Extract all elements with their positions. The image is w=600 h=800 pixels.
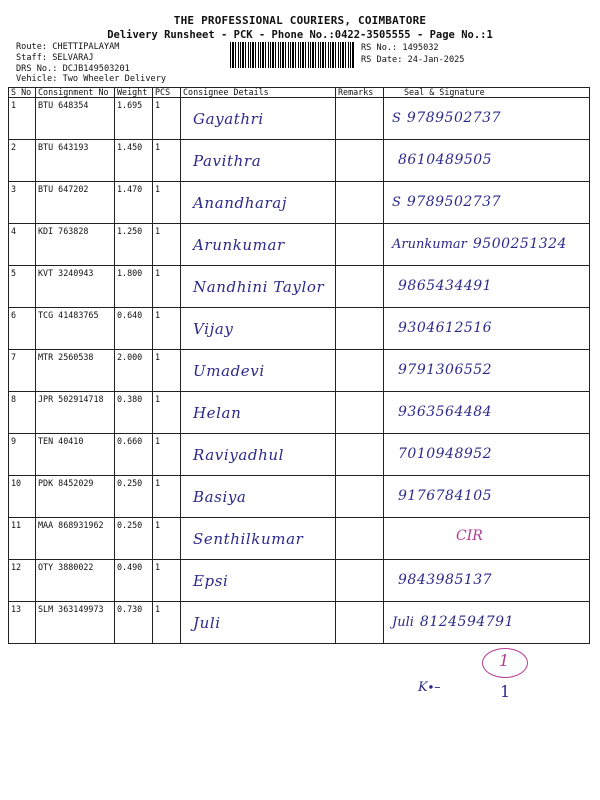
sno-cell: 8 — [9, 392, 36, 434]
pcs-cell: 1 — [153, 182, 181, 224]
consignee-cell — [181, 560, 336, 602]
table-row — [9, 182, 590, 224]
circled-mark: 1 — [499, 651, 510, 670]
remarks-cell — [336, 98, 384, 140]
weight-cell: 1.800 — [115, 266, 153, 308]
signature-cell — [384, 140, 590, 182]
signature-phone: 9500251324 — [472, 236, 567, 252]
consignee-cell — [181, 98, 336, 140]
col-sno: S No — [9, 88, 36, 98]
pcs-cell: 1 — [153, 98, 181, 140]
remarks-cell — [336, 476, 384, 518]
signature-cell — [384, 476, 590, 518]
consignment-cell: KVT 3240943 — [36, 266, 115, 308]
weight-cell: 0.250 — [115, 518, 153, 560]
pcs-cell: 1 — [153, 392, 181, 434]
signature — [392, 446, 492, 462]
consignee-cell — [181, 224, 336, 266]
pcs-cell: 1 — [153, 308, 181, 350]
consignee-name: Nandhini Taylor — [193, 278, 325, 296]
consignment-cell: TEN 40410 — [36, 434, 115, 476]
weight-cell: 1.250 — [115, 224, 153, 266]
table-row — [9, 98, 590, 140]
signature-phone: 8610489505 — [398, 152, 493, 168]
col-consignee: Consignee Details — [181, 88, 336, 98]
weight-cell: 0.380 — [115, 392, 153, 434]
table-row — [9, 140, 590, 182]
table-row — [9, 392, 590, 434]
table-header-row — [9, 88, 590, 98]
consignee-cell — [181, 350, 336, 392]
signature-cell — [384, 308, 590, 350]
col-remarks: Remarks — [336, 88, 384, 98]
signature — [392, 320, 492, 336]
consignment-cell: JPR 502914718 — [36, 392, 115, 434]
runsheet-table — [8, 87, 590, 644]
pcs-cell: 1 — [153, 560, 181, 602]
signature — [392, 152, 492, 168]
signature-cell — [384, 518, 590, 560]
signature-phone: 9304612516 — [398, 320, 493, 336]
signature-name: S — [392, 111, 401, 126]
signature-cell — [384, 182, 590, 224]
table-row — [9, 434, 590, 476]
weight-cell: 0.490 — [115, 560, 153, 602]
signature-cell — [384, 602, 590, 644]
table-row — [9, 476, 590, 518]
signature-cell — [384, 98, 590, 140]
signature-phone: 9791306552 — [398, 362, 493, 378]
pcs-cell: 1 — [153, 518, 181, 560]
signature — [392, 488, 492, 504]
remarks-cell — [336, 224, 384, 266]
consignee-cell — [181, 266, 336, 308]
col-weight: Weight — [115, 88, 153, 98]
remarks-cell — [336, 434, 384, 476]
remarks-cell — [336, 140, 384, 182]
consignee-name: Vijay — [193, 320, 234, 338]
signature-cell — [384, 350, 590, 392]
consignment-cell: BTU 643193 — [36, 140, 115, 182]
signature-name: S — [392, 195, 401, 210]
drs-number: DRS No.: DCJB149503201 — [16, 64, 130, 74]
consignee-cell — [181, 602, 336, 644]
remarks-cell — [336, 350, 384, 392]
consignee-cell — [181, 140, 336, 182]
signature-phone: 9843985137 — [398, 572, 493, 588]
consignment-cell: KDI 763828 — [36, 224, 115, 266]
consignee-name: Anandharaj — [193, 194, 288, 212]
weight-cell: 0.640 — [115, 308, 153, 350]
signature-phone: 9789502737 — [406, 194, 501, 210]
remarks-cell — [336, 602, 384, 644]
table-row — [9, 560, 590, 602]
route-label: Route: CHETTIPALAYAM — [16, 42, 120, 52]
signature-name: Juli — [392, 615, 414, 630]
pcs-cell: 1 — [153, 434, 181, 476]
weight-cell: 2.000 — [115, 350, 153, 392]
consignment-cell: SLM 363149973 — [36, 602, 115, 644]
page-title: THE PROFESSIONAL COURIERS, COIMBATORE — [173, 14, 427, 27]
remarks-cell — [336, 560, 384, 602]
signature-phone: 9865434491 — [398, 278, 493, 294]
remarks-cell — [336, 518, 384, 560]
signature-phone: 8124594791 — [419, 614, 514, 630]
consignment-cell: OTY 3880022 — [36, 560, 115, 602]
sno-cell: 6 — [9, 308, 36, 350]
signature — [392, 194, 501, 210]
signature — [392, 236, 567, 252]
signature — [392, 530, 398, 546]
signature — [392, 614, 514, 630]
signature-cell — [384, 224, 590, 266]
signature-cell — [384, 392, 590, 434]
col-pcs: PCS — [153, 88, 181, 98]
signature-phone: 9789502737 — [406, 110, 501, 126]
signature-phone: 9363564484 — [398, 404, 493, 420]
pcs-cell: 1 — [153, 266, 181, 308]
pcs-cell: 1 — [153, 350, 181, 392]
weight-cell: 1.470 — [115, 182, 153, 224]
col-consignment: Consignment No — [36, 88, 115, 98]
rs-number: RS No.: 1495032 — [361, 43, 439, 53]
sno-cell: 12 — [9, 560, 36, 602]
consignee-cell — [181, 476, 336, 518]
weight-cell: 1.695 — [115, 98, 153, 140]
col-signature: Seal & Signature — [384, 88, 590, 98]
signature-name: Arunkumar — [392, 237, 467, 252]
initials-mark-icon: K∙– — [418, 680, 441, 695]
weight-cell: 0.730 — [115, 602, 153, 644]
consignment-cell: PDK 8452029 — [36, 476, 115, 518]
table-row — [9, 266, 590, 308]
signature-cell — [384, 266, 590, 308]
consignee-name: Helan — [193, 404, 242, 422]
consignment-cell: MTR 2560538 — [36, 350, 115, 392]
signature — [392, 572, 492, 588]
sno-cell: 7 — [9, 350, 36, 392]
consignee-name: Epsi — [193, 572, 229, 590]
table-row — [9, 518, 590, 560]
remarks-cell — [336, 182, 384, 224]
signature — [392, 404, 492, 420]
sno-cell: 10 — [9, 476, 36, 518]
consignment-cell: BTU 648354 — [36, 98, 115, 140]
consignee-name: Senthilkumar — [193, 530, 304, 548]
table-row — [9, 602, 590, 644]
rs-date: RS Date: 24-Jan-2025 — [361, 55, 465, 65]
signature — [392, 278, 492, 294]
consignee-name: Pavithra — [193, 152, 262, 170]
signature-phone: 7010948952 — [398, 446, 493, 462]
signature-cell — [384, 434, 590, 476]
pcs-cell: 1 — [153, 476, 181, 518]
consignee-name: Juli — [193, 614, 221, 632]
consignee-cell — [181, 392, 336, 434]
consignment-cell: MAA 868931962 — [36, 518, 115, 560]
tick-mark: 1 — [500, 682, 511, 701]
sno-cell: 1 — [9, 98, 36, 140]
pcs-cell: 1 — [153, 224, 181, 266]
sno-cell: 3 — [9, 182, 36, 224]
signature — [392, 362, 492, 378]
table-row — [9, 308, 590, 350]
sno-cell: 5 — [9, 266, 36, 308]
consignee-name: Basiya — [193, 488, 247, 506]
page-subtitle: Delivery Runsheet - PCK - Phone No.:0422-3505555 - Page No.:1 — [107, 29, 493, 41]
consignee-name: Arunkumar — [193, 236, 285, 254]
table-row — [9, 224, 590, 266]
consignment-cell: BTU 647202 — [36, 182, 115, 224]
consignee-cell — [181, 518, 336, 560]
sno-cell: 4 — [9, 224, 36, 266]
table-row — [9, 350, 590, 392]
sno-cell: 9 — [9, 434, 36, 476]
weight-cell: 1.450 — [115, 140, 153, 182]
weight-cell: 0.250 — [115, 476, 153, 518]
sno-cell: 13 — [9, 602, 36, 644]
pcs-cell: 1 — [153, 602, 181, 644]
vehicle-label: Vehicle: Two Wheeler Delivery — [16, 74, 167, 84]
consignee-name: Gayathri — [193, 110, 264, 128]
signature-cell — [384, 560, 590, 602]
weight-cell: 0.660 — [115, 434, 153, 476]
staff-label: Staff: SELVARAJ — [16, 53, 94, 63]
signature-phone: 9176784105 — [398, 488, 493, 504]
sno-cell: 2 — [9, 140, 36, 182]
consignee-name: Umadevi — [193, 362, 265, 380]
consignment-cell: TCG 41483765 — [36, 308, 115, 350]
consignee-cell — [181, 182, 336, 224]
remarks-cell — [336, 308, 384, 350]
remarks-cell — [336, 266, 384, 308]
consignee-cell — [181, 308, 336, 350]
pcs-cell: 1 — [153, 140, 181, 182]
consignee-cell — [181, 434, 336, 476]
sno-cell: 11 — [9, 518, 36, 560]
remarks-cell — [336, 392, 384, 434]
remark-text: CIR — [456, 528, 483, 544]
signature — [392, 110, 501, 126]
barcode — [230, 42, 355, 68]
consignee-name: Raviyadhul — [193, 446, 284, 464]
